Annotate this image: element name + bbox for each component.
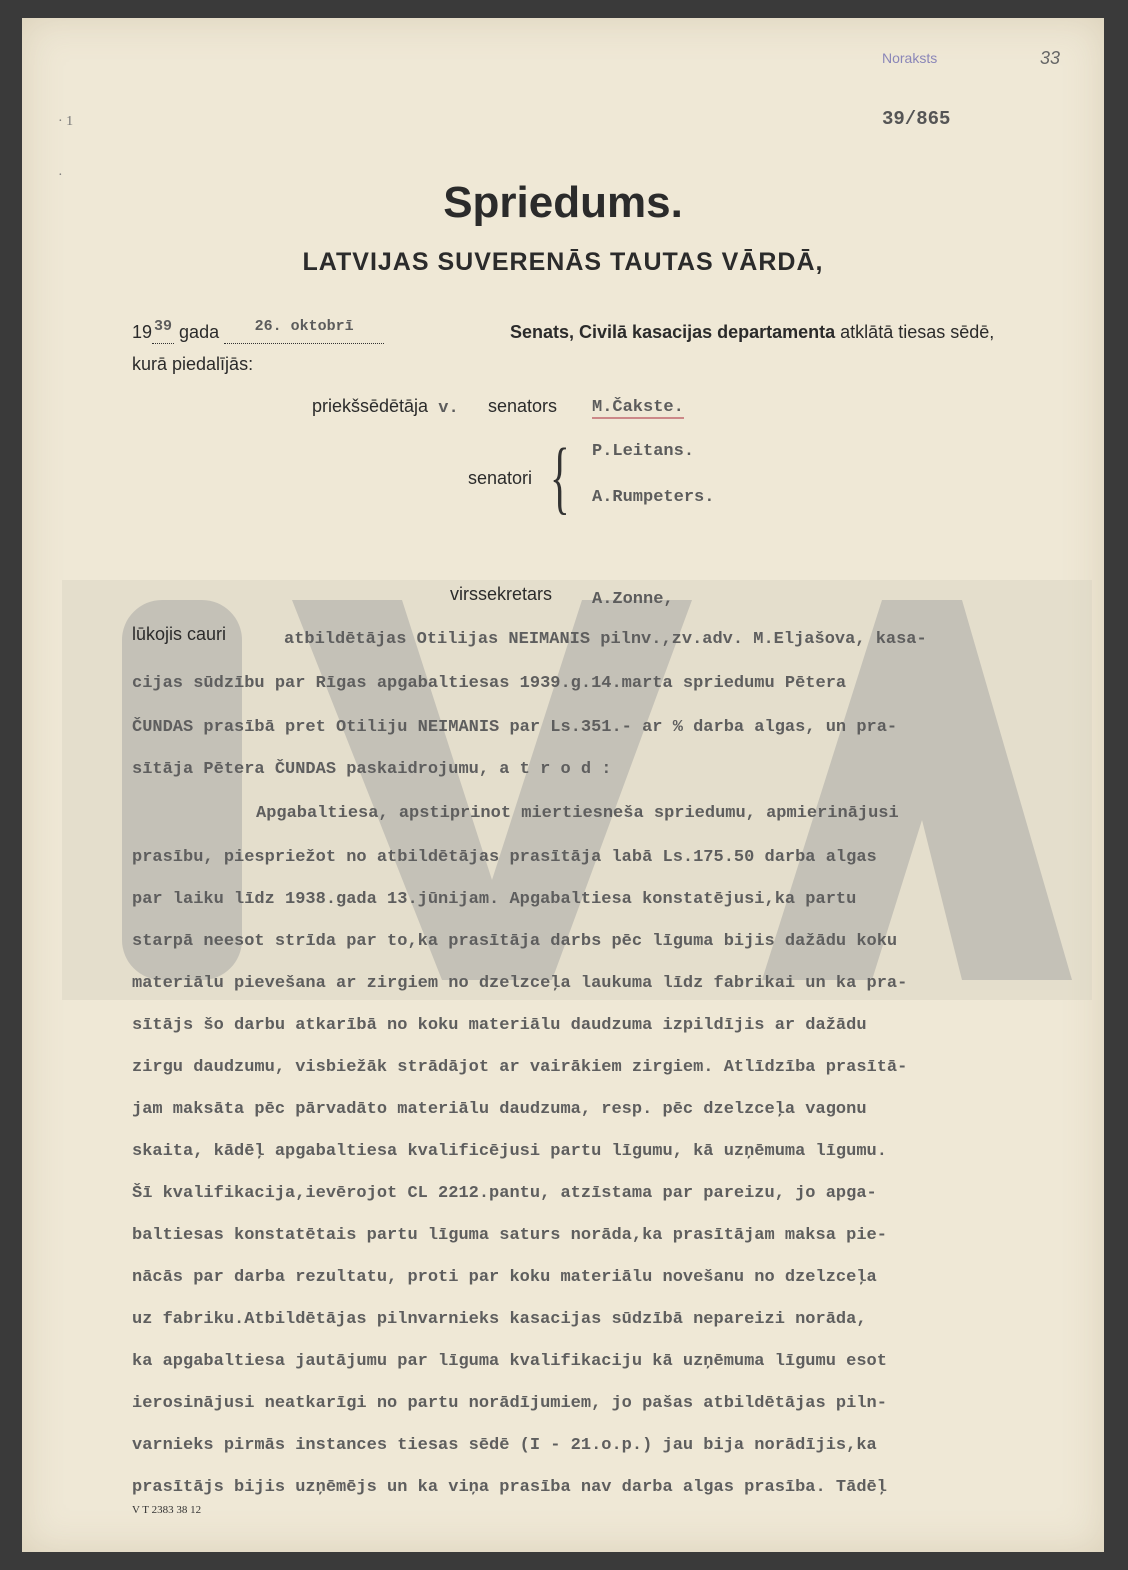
body-line: atbildētājas Otilijas NEIMANIS pilnv.,zv.adv. M.Eljašova, kasa- <box>284 630 927 649</box>
document-page <box>22 18 1104 1552</box>
margin-mark: · <box>58 168 63 183</box>
document-title: Spriedums. <box>443 178 683 227</box>
copy-stamp: Noraksts <box>882 50 938 66</box>
body-line: prasītājs bijis uzņēmējs un ka viņa prasība nav darba algas prasība. Tādēļ <box>132 1478 887 1497</box>
body-line: prasību, piespriežot no atbildētājas prasītāja labā Ls.175.50 darba algas <box>132 848 877 867</box>
document-subtitle: LATVIJAS SUVERENĀS TAUTAS VĀRDĀ, <box>302 248 824 276</box>
margin-mark: · 1 <box>58 114 74 129</box>
body-line: uz fabriku.Atbildētājas pilnvarnieks kasacijas sūdzībā nepareizi norāda, <box>132 1310 867 1329</box>
date-line <box>132 318 384 344</box>
body-line: sītāja Pētera ČUNDAS paskaidrojumu, a t r o d : <box>132 760 612 779</box>
body-line: par laiku līdz 1938.gada 13.jūnijam. Apgabaltiesa konstatējusi,ka partu <box>132 890 857 909</box>
participants-label: kurā piedalījās: <box>132 354 254 374</box>
presiding-name: M.Čakste. <box>592 398 684 417</box>
body-line: Šī kvalifikacija,ievērojot CL 2212.pantu, atzīstama par pareizu, jo apga- <box>132 1184 877 1203</box>
body-line: starpā neesot strīda par to,ka prasītāja darbs pēc līguma bijis dažādu koku <box>132 932 898 951</box>
body-line: jam maksāta pēc pārvadāto materiālu daudzuma, resp. pēc dzelzceļa vagonu <box>132 1100 867 1119</box>
brace-symbol: { <box>550 431 570 522</box>
senator-1: P.Leitans. <box>592 442 695 461</box>
gada-label: gada <box>179 322 220 342</box>
body-line: Apgabaltiesa, apstiprinot miertiesneša spriedumu, apmierinājusi <box>256 804 899 823</box>
presiding-label: priekšsēdētāja v. <box>312 396 459 418</box>
court-line <box>510 322 994 343</box>
document-number: 39/865 <box>882 108 951 130</box>
watermark-bar-left <box>122 600 242 980</box>
court-name: Senats, Civilā kasacijas departamenta <box>510 322 836 342</box>
reviewed-label: lūkojis cauri <box>132 624 227 644</box>
court-session: atklātā tiesas sēdē, <box>835 322 995 342</box>
form-code: V T 2383 38 12 <box>132 1504 202 1516</box>
senator-label: senators <box>488 396 558 416</box>
secretary-label: virssekretars <box>450 584 553 604</box>
body-line: materiālu pievešana ar zirgiem no dzelzceļa laukuma līdz fabrikai un ka pra- <box>132 974 908 993</box>
year-prefix: 19 <box>132 322 153 342</box>
body-line: ka apgabaltiesa jautājumu par līguma kvalifikaciju kā uzņēmuma līgumu esot <box>132 1352 887 1371</box>
body-line: cijas sūdzību par Rīgas apgabaltiesas 1939.g.14.marta spriedumu Pētera <box>132 674 847 693</box>
body-line: ČUNDAS prasībā pret Otiliju NEIMANIS par Ls.351.- ar % darba algas, un pra- <box>132 718 898 737</box>
body-line: zirgu daudzumu, visbiežāk strādājot ar vairākiem zirgiem. Atlīdzība prasītā- <box>132 1058 908 1077</box>
page-number: 33 <box>1040 48 1061 68</box>
body-line: varnieks pirmās instances tiesas sēdē (I - 21.o.p.) jau bija norādījis,ka <box>132 1436 877 1455</box>
body-line: ierosinājusi neatkarīgi no partu norādījumiem, jo pašas atbildētājas piln- <box>132 1394 887 1413</box>
body-line: sītājs šo darbu atkarībā no koku materiālu daudzuma izpildījis ar dažādu <box>132 1016 867 1035</box>
secretary-name: A.Zonne, <box>592 590 674 609</box>
year-suffix: 39 <box>154 318 173 335</box>
session-date: 26. oktobrī <box>254 318 354 335</box>
body-line: skaita, kādēļ apgabaltiesa kvalificējusi partu līgumu, kā uzņēmuma līgumu. <box>132 1142 887 1161</box>
body-line: nācās par darba rezultatu, proti par koku materiālu novešanu no dzelzceļa <box>132 1268 877 1287</box>
body-line: baltiesas konstatētais partu līguma saturs norāda,ka prasītājam maksa pie- <box>132 1226 887 1245</box>
senator-2: A.Rumpeters. <box>592 488 715 507</box>
senators-label: senatori <box>468 468 533 488</box>
